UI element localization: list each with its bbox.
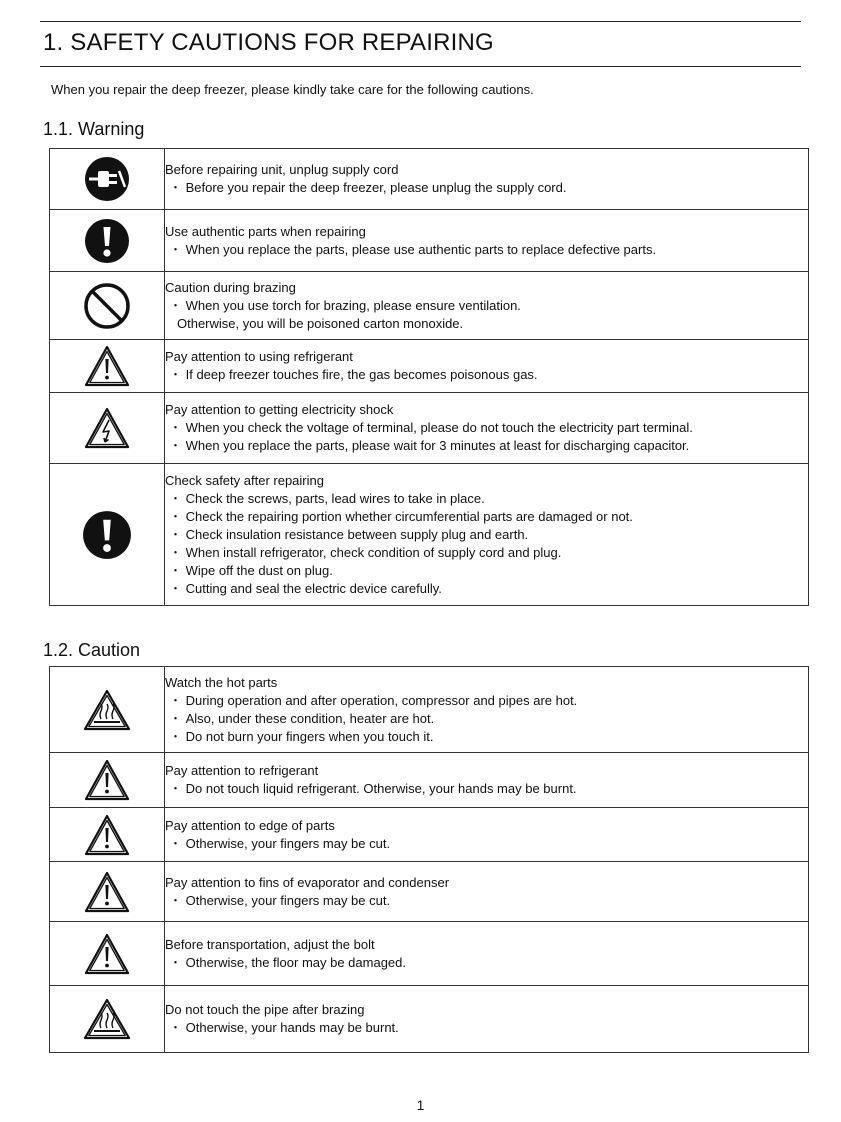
table-row [50,393,809,464]
row-title: Pay attention to edge of parts [165,817,335,833]
row-bullet: ・ When you use torch for brazing, please ensure ventilation. [169,297,521,313]
table-row [50,753,809,808]
row-title: Before repairing unit, unplug supply cord [165,162,399,177]
text-cell [165,393,809,464]
warning-heading: 1.1. Warning [43,119,145,139]
row-title: Caution during brazing [165,279,296,295]
row-bullet: ・ Do not touch liquid refrigerant. Otherwise, your hands may be burnt. [169,781,577,796]
row-continuation: Otherwise, you will be poisoned carton monoxide. [177,315,464,331]
row-bullet: ・ Also, under these condition, heater are hot. [169,710,435,726]
warning-triangle-icon [83,344,131,388]
warning-triangle-icon [83,870,131,914]
icon-cell [50,393,165,464]
table-row [50,340,809,393]
table-row [50,464,809,606]
text-cell [165,862,809,922]
row-bullet: ・ When you replace the parts, please use authentic parts to replace defective parts. [169,241,657,257]
warning-triangle-icon [83,758,131,802]
icon-cell [50,862,165,922]
row-bullet: ・ Otherwise, the floor may be damaged. [169,954,407,970]
row-title: Use authentic parts when repairing [165,223,366,239]
row-title: Before transportation, adjust the bolt [165,936,375,952]
row-bullet: ・ Otherwise, your fingers may be cut. [169,892,391,908]
text-cell [165,340,809,393]
row-bullet: ・ Check the screws, parts, lead wires to take in place. [169,490,485,506]
page-title: 1. SAFETY CAUTIONS FOR REPAIRING [43,29,494,56]
table-row [50,862,809,922]
hot-surface-icon [82,688,132,732]
text-cell [165,210,809,272]
icon-cell [50,808,165,862]
unplug-icon [83,155,131,203]
row-title: Do not touch the pipe after brazing [165,1002,365,1017]
title-rule [40,66,801,67]
top-rule [40,21,801,22]
icon-cell [50,922,165,986]
icon-cell [50,149,165,210]
table-row [50,210,809,272]
table-row [50,922,809,986]
text-cell [165,149,809,210]
row-title: Check safety after repairing [165,472,324,488]
text-cell [165,272,809,340]
row-bullet: ・ When you check the voltage of terminal, please do not touch the electricity part terminal. [169,420,693,435]
icon-cell [50,986,165,1053]
table-row [50,272,809,340]
row-bullet: ・ Check the repairing portion whether circumferential parts are damaged or not. [169,508,633,524]
table-row [50,149,809,210]
prohibition-icon [83,282,131,330]
text-cell [165,986,809,1053]
icon-cell [50,753,165,808]
row-bullet: ・ When you replace the parts, please wait for 3 minutes at least for discharging capacitor. [169,438,690,453]
icon-cell [50,272,165,340]
page-number: 1 [416,1097,425,1113]
row-bullet: ・ Cutting and seal the electric device carefully. [169,580,442,596]
warning-triangle-icon [83,932,131,976]
row-bullet: ・ When install refrigerator, check condition of supply cord and plug. [169,544,562,560]
table-row [50,808,809,862]
row-title: Pay attention to refrigerant [165,763,319,778]
table-row [50,986,809,1053]
row-bullet: ・ Otherwise, your hands may be burnt. [169,1020,399,1035]
caution-heading: 1.2. Caution [43,640,141,660]
row-bullet: ・ Check insulation resistance between supply plug and earth. [169,526,529,542]
text-cell [165,753,809,808]
row-bullet: ・ If deep freezer touches fire, the gas becomes poisonous gas. [169,367,538,382]
icon-cell [50,210,165,272]
icon-cell [50,464,165,606]
row-bullet: ・ During operation and after operation, compressor and pipes are hot. [169,692,578,708]
icon-cell [50,667,165,753]
row-title: Pay attention to fins of evaporator and condenser [165,874,450,890]
electric-shock-icon [83,406,131,450]
table-row [50,667,809,753]
exclamation-circle-icon [82,510,132,560]
text-cell [165,667,809,753]
warning-triangle-icon [83,813,131,857]
exclamation-circle-icon [84,218,130,264]
row-bullet: ・ Otherwise, your fingers may be cut. [169,835,391,851]
icon-cell [50,340,165,393]
text-cell [165,922,809,986]
row-bullet: ・ Before you repair the deep freezer, please unplug the supply cord. [169,180,567,195]
text-cell [165,464,809,606]
row-bullet: ・ Do not burn your fingers when you touch it. [169,728,434,744]
warning-table [49,148,809,606]
row-title: Watch the hot parts [165,674,278,690]
row-bullet: ・ Wipe off the dust on plug. [169,562,333,578]
caution-table [49,666,809,1053]
row-title: Pay attention to using refrigerant [165,349,353,364]
hot-surface-icon [82,997,132,1041]
intro-text: When you repair the deep freezer, please kindly take care for the following cautions. [51,82,534,97]
row-title: Pay attention to getting electricity shock [165,402,394,417]
text-cell [165,808,809,862]
